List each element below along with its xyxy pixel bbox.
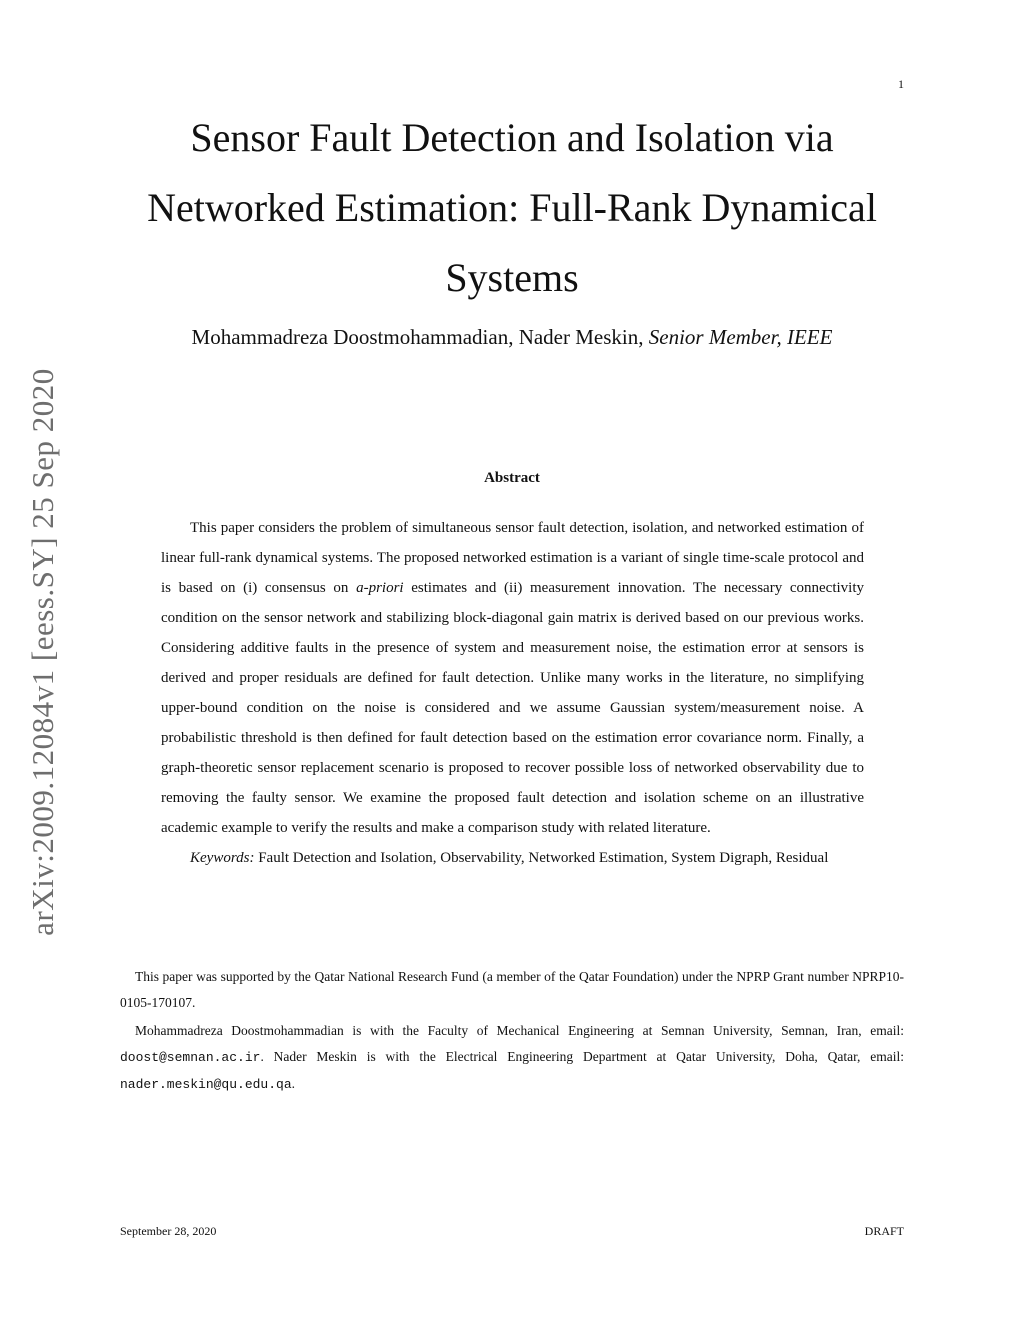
keywords-list: Fault Detection and Isolation, Observability, Networked Estimation, System Digraph, Residual <box>258 850 829 866</box>
arxiv-identifier-stamp: arXiv:2009.12084v1 [eess.SY] 25 Sep 2020 <box>25 368 60 936</box>
keywords-paragraph <box>161 843 864 873</box>
author-membership: Senior Member, IEEE <box>648 325 833 349</box>
affiliation-footnote <box>120 1018 904 1098</box>
author-names: Mohammadreza Doostmohammadian, Nader Meskin, <box>191 325 644 349</box>
footer-date: September 28, 2020 <box>120 1224 217 1238</box>
abstract-body <box>161 513 864 873</box>
abstract-text-part1: This paper considers the problem of simultaneous sensor fault detection, isolation, and networked estimation of linear full-rank dynamical systems. The proposed networked estimation is a variant of single time-scale protocol and is based on (i) consensus on <box>161 520 864 596</box>
footnotes <box>120 964 904 1100</box>
keywords-label: Keywords: <box>190 850 255 866</box>
abstract-heading: Abstract <box>484 470 540 486</box>
abstract-text-part2: estimates and (ii) measurement innovation. The necessary connectivity condition on the sensor network and stabilizing block-diagonal gain matrix is derived based on our previous works. Considering additive faults in the presence of system and measurement noise, the estimation error at sensors is derived and proper residuals are defined for fault detection. Unlike many works in the literature, no simplifying upper-bound condition on the noise is considered and we assume Gaussian system/measurement noise. A probabilistic threshold is then defined for fault detection based on the estimation error covariance norm. Finally, a graph-theoretic sensor replacement scenario is proposed to recover possible loss of networked observability due to removing the faulty sensor. We examine the proposed fault detection and isolation scheme on an illustrative academic example to verify the results and make a comparison study with related literature. <box>161 580 864 836</box>
affiliation-text-part1: Mohammadreza Doostmohammadian is with the Faculty of Mechanical Engineering at Semnan University, Semnan, Iran, email: <box>135 1023 904 1038</box>
paper-title: Sensor Fault Detection and Isolation via Networked Estimation: Full-Rank Dynamical Systems <box>147 115 877 300</box>
page-number: 1 <box>898 77 904 91</box>
footer-draft-label: DRAFT <box>864 1224 904 1238</box>
email-doostmohammadian[interactable]: doost@semnan.ac.ir <box>120 1050 261 1065</box>
affiliation-text-part2: . Nader Meskin is with the Electrical Engineering Department at Qatar University, Doha, Qatar, email: <box>260 1049 904 1064</box>
affiliation-end: . <box>291 1076 296 1091</box>
email-meskin[interactable]: nader.meskin@qu.edu.qa <box>120 1077 292 1092</box>
abstract-paragraph <box>161 513 864 843</box>
abstract-italic-term: a-priori <box>356 580 404 596</box>
funding-footnote: This paper was supported by the Qatar National Research Fund (a member of the Qatar Foundation) under the NPRP Grant number NPRP10-0105-170107. <box>120 969 904 1010</box>
author-line <box>120 325 904 350</box>
